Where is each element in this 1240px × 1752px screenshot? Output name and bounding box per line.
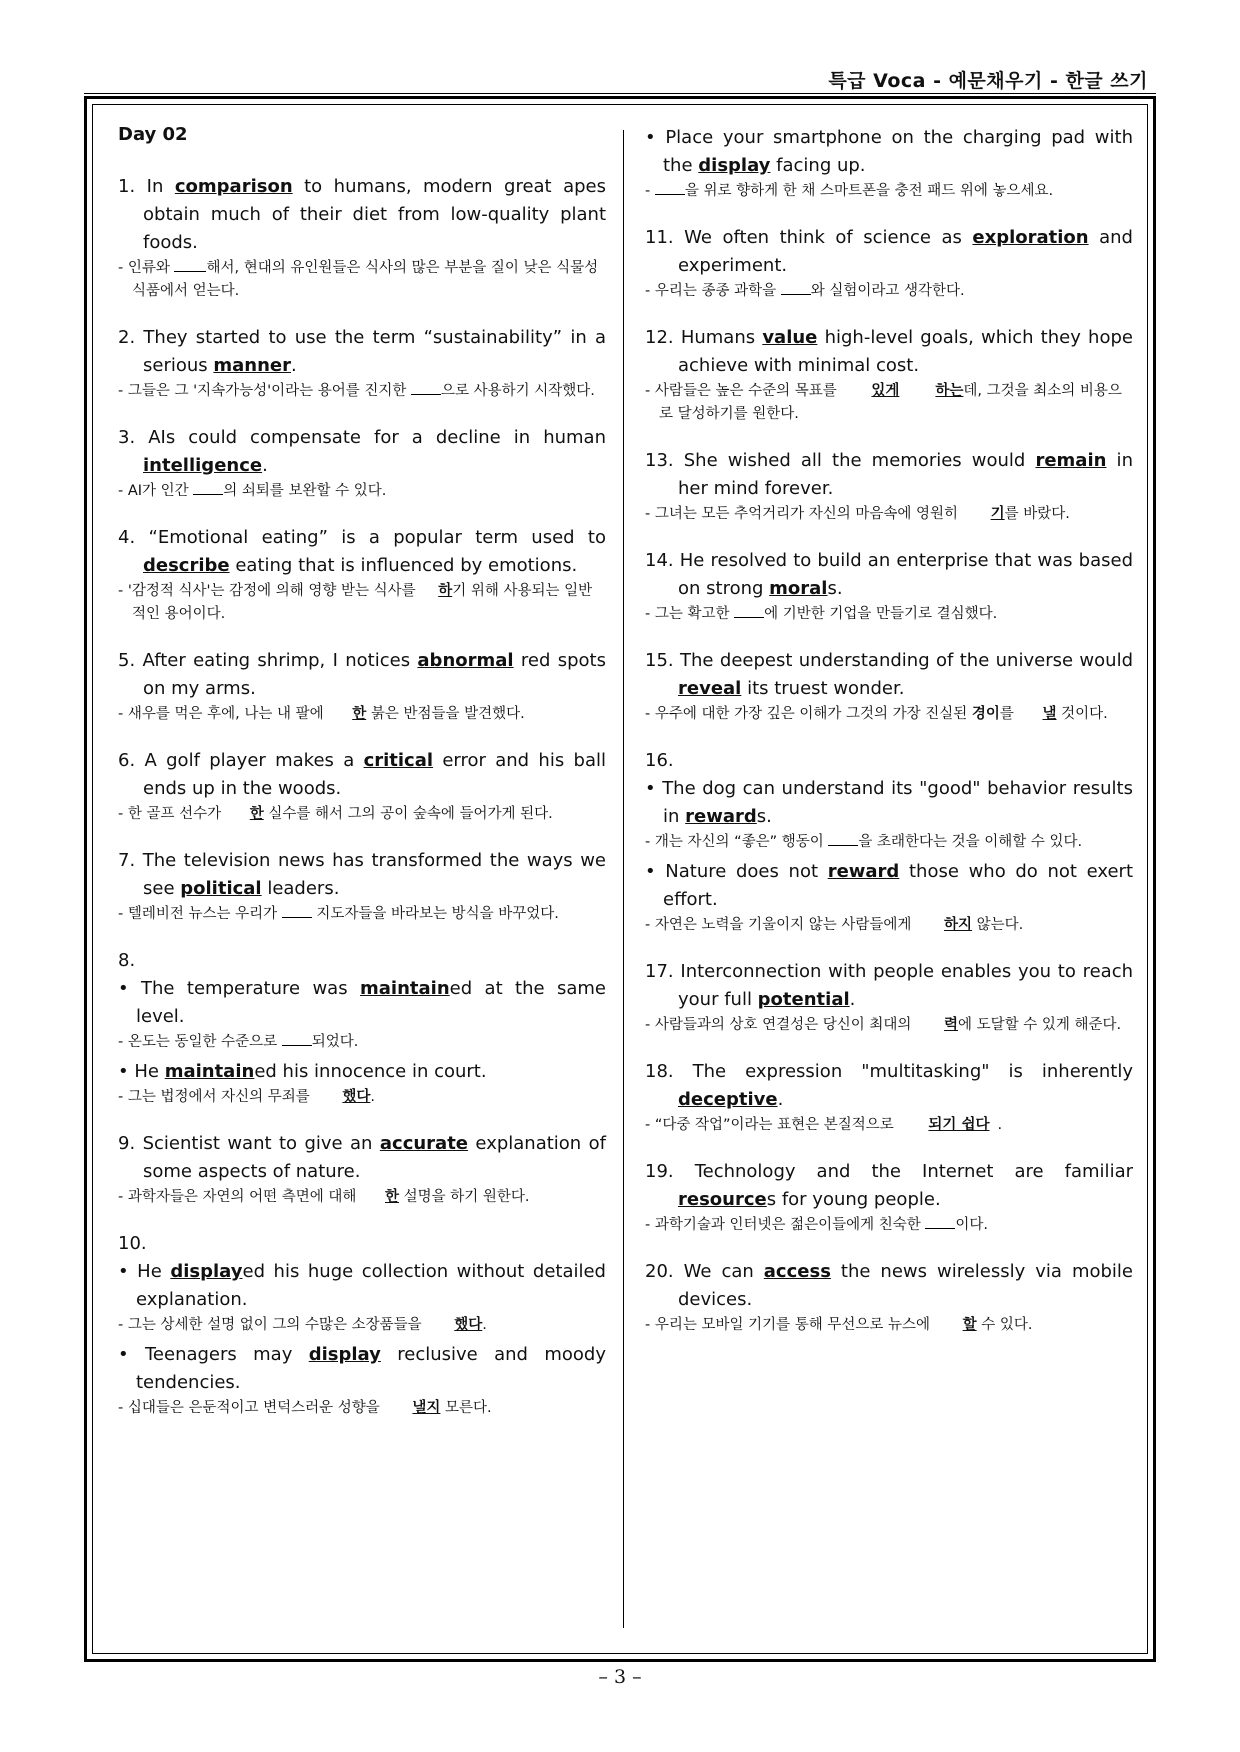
item-sentence	[645, 324, 1133, 380]
translation-text: 해서, 현대의 유인원들은 식사의 많은 부분을 질이 낮은 식물성 식품에서 얻는다.	[132, 260, 599, 299]
keyword: maintain	[164, 1061, 255, 1082]
item-sentence	[645, 224, 1133, 280]
item-number: 9.	[118, 1133, 136, 1154]
blank	[282, 903, 312, 918]
translation-text: - 온도는 동일한 수준으로	[118, 1034, 282, 1050]
sentence-text: We can	[683, 1261, 764, 1282]
sentence-text: He	[137, 1261, 171, 1282]
korean-translation	[645, 831, 1133, 854]
keyword: display	[170, 1261, 243, 1282]
korean-translation	[118, 803, 606, 826]
korean-translation	[645, 1214, 1133, 1237]
item-number: 5.	[118, 650, 136, 671]
sentence-text: Humans	[680, 327, 763, 348]
item-sentence	[645, 547, 1133, 603]
item-19	[645, 1158, 1133, 1237]
sentence-text: error and his ball ends up in the woods.	[143, 750, 606, 799]
translation-text: .	[482, 1317, 487, 1333]
translation-bold: 경이	[971, 706, 1000, 722]
blank	[655, 180, 685, 195]
sentence-text: reclusive and moody tendencies.	[136, 1344, 606, 1393]
item-13	[645, 447, 1133, 526]
sentence-text: s.	[827, 578, 843, 599]
korean-translation	[645, 180, 1133, 203]
item-16	[645, 747, 1133, 937]
keyword: display	[698, 155, 771, 176]
item-number: 16.	[645, 750, 674, 771]
item-number: 14.	[645, 550, 674, 571]
blank	[734, 603, 764, 618]
sentence-text: The television news has transformed the ways we see	[142, 850, 606, 899]
translation-text: 을 초래한다는 것을 이해할 수 있다.	[858, 834, 1083, 850]
item-number: 4.	[118, 527, 136, 548]
keyword: display	[308, 1344, 381, 1365]
item-number: 20.	[645, 1261, 674, 1282]
sentence-text: Scientist want to give an	[142, 1133, 380, 1154]
bullet-sentence: • He maintained his innocence in court.	[118, 1061, 487, 1082]
sentence-text: The deepest understanding of the universe would	[680, 650, 1133, 671]
answer-fill: 있게	[871, 383, 900, 399]
item-sentence	[118, 324, 606, 380]
sentence-text: and experiment.	[678, 227, 1133, 276]
item-sentence	[118, 747, 606, 803]
item-number: 12.	[645, 327, 674, 348]
translation-text: 않는다.	[972, 917, 1024, 933]
answer-fill: 했다	[454, 1317, 483, 1333]
translation-text: 를 바랐다.	[1004, 506, 1070, 522]
translation-text: - 그는 법정에서 자신의 무죄를	[118, 1089, 315, 1105]
sentence-text: leaders.	[261, 878, 340, 899]
item-sentence	[118, 1130, 606, 1186]
blank	[174, 257, 206, 272]
blank	[925, 1214, 955, 1229]
sentence-text: those who do not exert effort.	[663, 861, 1133, 910]
sentence-text: Teenagers may	[144, 1344, 309, 1365]
translation-text: 것이다.	[1056, 706, 1108, 722]
keyword: exploration	[972, 227, 1089, 248]
translation-text: 붉은 반점들을 발견했다.	[366, 706, 525, 722]
answer-fill: 낼지	[412, 1400, 441, 1416]
translation-text: - 십대들은 은둔적이고 변덕스러운 성향을	[118, 1400, 385, 1416]
keyword: reward	[827, 861, 900, 882]
translation-text: - AI가 인간	[118, 483, 194, 499]
header-rule	[84, 93, 1156, 94]
item-20	[645, 1258, 1133, 1337]
translation-text: 실수를 해서 그의 공이 숲속에 들어가게 된다.	[263, 806, 553, 822]
translation-text: 설명을 하기 원한다.	[399, 1189, 530, 1205]
sentence-text: In	[146, 176, 175, 197]
translation-text: 데, 그것을 최소의 비용으로 달성하기를 원한다.	[659, 383, 1122, 422]
korean-translation	[118, 480, 606, 503]
keyword: reveal	[678, 678, 742, 699]
sentence-text: .	[849, 989, 856, 1010]
translation-text: 지도자들을 바라보는 방식을 바꾸었다.	[311, 906, 559, 922]
item-8	[118, 947, 606, 1109]
translation-text: - 그는 상세한 설명 없이 그의 수많은 소장품들을	[118, 1317, 427, 1333]
translation-text: 수 있다.	[976, 1317, 1033, 1333]
sentence-text: AIs could compensate for a decline in human	[148, 427, 606, 448]
item-number: 10.	[118, 1233, 147, 1254]
korean-translation	[645, 280, 1133, 303]
page-number: – 3 –	[598, 1666, 642, 1688]
korean-translation	[645, 1014, 1133, 1037]
sentence-text: Place your smartphone on the charging pad with the	[663, 127, 1133, 176]
korean-translation	[118, 1186, 606, 1209]
translation-text: - 인류와	[118, 260, 175, 276]
sentence-text: ed his huge collection without detailed explanation.	[136, 1261, 606, 1310]
keyword: remain	[1035, 450, 1107, 471]
item-18	[645, 1058, 1133, 1137]
translation-text: - 우리는 모바일 기기를 통해 무선으로 뉴스에	[645, 1317, 935, 1333]
answer-fill: 했다	[342, 1089, 371, 1105]
item-14	[645, 547, 1133, 626]
answer-fill: 한	[352, 706, 367, 722]
sentence-text: .	[291, 355, 297, 376]
sentence-text: .	[777, 1089, 784, 1110]
blank	[781, 280, 811, 295]
korean-translation	[645, 1114, 1133, 1137]
sentence-text: “Emotional eating” is a popular term used to	[148, 527, 606, 548]
translation-text: - '감정적 식사'는 감정에 의해 영향 받는 식사를	[118, 583, 421, 599]
item-sentence	[645, 447, 1133, 503]
sentence-text: the news wirelessly via mobile devices.	[678, 1261, 1133, 1310]
translation-text: - 우주에 대한 가장 깊은 이해가 그것의 가장 진실된	[645, 706, 972, 722]
item-10-continued	[645, 124, 1133, 203]
translation-text: 의 쇠퇴를 보완할 수 있다.	[223, 483, 387, 499]
sentence-text: After eating shrimp, I notices	[142, 650, 418, 671]
sentence-text: .	[262, 455, 268, 476]
sentence-text: ed at the same level.	[136, 978, 607, 1027]
item-sentence	[645, 958, 1133, 1014]
item-3	[118, 424, 606, 503]
item-5	[118, 647, 606, 726]
sentence-text: The expression "multitasking" is inherently	[692, 1061, 1133, 1082]
keyword: manner	[213, 355, 291, 376]
keyword: value	[762, 327, 818, 348]
left-column	[118, 124, 606, 1441]
sentence-text: He	[134, 1061, 165, 1082]
sentence-text: its truest wonder.	[741, 678, 905, 699]
item-number: 17.	[645, 961, 674, 982]
item-sentence	[118, 173, 606, 257]
translation-text: 와 실험이라고 생각한다.	[810, 283, 965, 299]
blank	[193, 480, 223, 495]
right-column	[645, 124, 1133, 1358]
keyword: critical	[363, 750, 434, 771]
keyword: moral	[769, 578, 828, 599]
item-sentence	[118, 647, 606, 703]
translation-text: - 사람들과의 상호 연결성은 당신이 최대의	[645, 1017, 917, 1033]
korean-translation	[118, 703, 606, 726]
translation-text: 를	[999, 706, 1019, 722]
bullet-sentence: • Teenagers may display reclusive and moody tendencies.	[118, 1344, 606, 1393]
answer-fill: 할	[962, 1317, 977, 1333]
item-7	[118, 847, 606, 926]
sentence-text: explanation of some aspects of nature.	[143, 1133, 606, 1182]
item-sentence	[645, 1258, 1133, 1314]
bullet-sentence: • Nature does not reward those who do not exert effort.	[645, 861, 1133, 910]
translation-text: - 우리는 종종 과학을	[645, 283, 781, 299]
translation-text: - 사람들은 높은 수준의 목표를	[645, 383, 842, 399]
answer-fill: 한	[249, 806, 264, 822]
item-number: 3.	[118, 427, 136, 448]
translation-text: - 과학자들은 자연의 어떤 측면에 대해	[118, 1189, 361, 1205]
translation-text: - 그들은 그 '지속가능성'이라는 용어를 진지한	[118, 383, 411, 399]
sentence-text: in her mind forever.	[678, 450, 1133, 499]
translation-text: - 과학기술과 인터넷은 젊은이들에게 친숙한	[645, 1217, 926, 1233]
korean-translation	[118, 1086, 606, 1109]
keyword: maintain	[360, 978, 450, 999]
translation-text: - 새우를 먹은 후에, 나는 내 팔에	[118, 706, 329, 722]
item-sentence	[645, 1058, 1133, 1114]
sentence-text: Nature does not	[665, 861, 828, 882]
answer-fill: 하	[438, 583, 453, 599]
answer-fill: 되기 쉽다	[928, 1117, 990, 1133]
blank	[828, 831, 858, 846]
bullet-sentence: • The temperature was maintained at the same level.	[118, 978, 607, 1027]
translation-text: - 그녀는 모든 추억거리가 자신의 마음속에 영원히	[645, 506, 963, 522]
keyword: reward	[685, 806, 757, 827]
item-number: 1.	[118, 176, 136, 197]
answer-fill: 하지	[944, 917, 973, 933]
korean-translation	[118, 580, 606, 626]
item-15	[645, 647, 1133, 726]
item-sentence	[118, 847, 606, 903]
translation-text: 모른다.	[440, 1400, 492, 1416]
item-17	[645, 958, 1133, 1037]
sentence-text: eating that is influenced by emotions.	[229, 555, 578, 576]
korean-translation	[118, 1314, 606, 1337]
translation-text: .	[370, 1089, 375, 1105]
korean-translation	[645, 914, 1133, 937]
item-number: 11.	[645, 227, 674, 248]
translation-text: 되었다.	[311, 1034, 359, 1050]
korean-translation	[118, 257, 606, 303]
item-number: 7.	[118, 850, 136, 871]
item-6	[118, 747, 606, 826]
keyword: access	[763, 1261, 831, 1282]
korean-translation	[118, 1031, 606, 1054]
translation-text: - 자연은 노력을 기울이지 않는 사람들에게	[645, 917, 917, 933]
item-number: 8.	[118, 950, 136, 971]
item-number: 2.	[118, 327, 136, 348]
keyword: describe	[143, 555, 230, 576]
item-sentence	[118, 524, 606, 580]
item-10	[118, 1230, 606, 1420]
korean-translation	[645, 703, 1133, 726]
item-sentence	[645, 1158, 1133, 1214]
page-header-title: 특급 Voca - 예문채우기 - 한글 쓰기	[828, 70, 1148, 92]
translation-text: 으로 사용하기 시작했다.	[440, 383, 595, 399]
answer-fill: 력	[944, 1017, 959, 1033]
column-divider	[623, 130, 624, 1628]
bullet-sentence: • He displayed his huge collection without detailed explanation.	[118, 1261, 606, 1310]
sentence-text: to humans, modern great apes obtain much of their diet from low-quality plant foods.	[143, 176, 606, 253]
item-1	[118, 173, 606, 303]
item-number: 18.	[645, 1061, 674, 1082]
korean-translation	[645, 603, 1133, 626]
item-9	[118, 1130, 606, 1209]
sentence-text: high-level goals, which they hope achieve with minimal cost.	[678, 327, 1133, 376]
sentence-text: red spots on my arms.	[143, 650, 606, 699]
answer-fill: 하는	[935, 383, 964, 399]
item-12	[645, 324, 1133, 426]
sentence-text: We often think of science as	[684, 227, 973, 248]
keyword: accurate	[379, 1133, 469, 1154]
sentence-text: Interconnection with people enables you to reach your full	[678, 961, 1133, 1010]
korean-translation	[118, 1397, 606, 1420]
translation-text: 을 위로 향하게 한 채 스마트폰을 충전 패드 위에 놓으세요.	[684, 183, 1054, 199]
translation-text: 기 위해 사용되는 일반적인 용어이다.	[132, 583, 593, 622]
keyword: political	[180, 878, 262, 899]
item-11	[645, 224, 1133, 303]
answer-fill: 낼	[1042, 706, 1057, 722]
korean-translation	[645, 380, 1133, 426]
bullet-sentence: • Place your smartphone on the charging pad with the display facing up.	[645, 127, 1133, 176]
korean-translation	[118, 903, 606, 926]
keyword: intelligence	[143, 455, 263, 476]
translation-text: - 텔레비전 뉴스는 우리가	[118, 906, 282, 922]
sentence-text: facing up.	[770, 155, 866, 176]
korean-translation	[645, 1314, 1133, 1337]
item-2	[118, 324, 606, 403]
item-number: 6.	[118, 750, 136, 771]
item-number: 19.	[645, 1161, 674, 1182]
korean-translation	[118, 380, 606, 403]
blank	[411, 380, 441, 395]
sentence-text: The temperature was	[141, 978, 361, 999]
keyword: resource	[678, 1189, 767, 1210]
translation-text: - 한 골프 선수가	[118, 806, 226, 822]
translation-text: 에 도달할 수 있게 해준다.	[958, 1017, 1122, 1033]
day-title: Day 02	[118, 124, 188, 145]
sentence-text: He resolved to build an enterprise that was based on strong	[678, 550, 1133, 599]
translation-text: -	[645, 183, 655, 199]
keyword: deceptive	[678, 1089, 778, 1110]
translation-text: - 개는 자신의 “좋은” 행동이	[645, 834, 829, 850]
keyword: abnormal	[417, 650, 514, 671]
translation-text: 이다.	[955, 1217, 989, 1233]
keyword: potential	[757, 989, 850, 1010]
item-number: 15.	[645, 650, 674, 671]
blank	[282, 1031, 312, 1046]
keyword: comparison	[174, 176, 293, 197]
item-number: 13.	[645, 450, 674, 471]
sentence-text: A golf player makes a	[144, 750, 364, 771]
translation-text: .	[997, 1117, 1003, 1133]
sentence-text: She wished all the memories would	[683, 450, 1036, 471]
korean-translation	[645, 503, 1133, 526]
item-sentence	[118, 424, 606, 480]
answer-fill: 기	[990, 506, 1005, 522]
translation-text: - “다중 작업”이라는 표현은 본질적으로	[645, 1117, 899, 1133]
item-sentence	[645, 647, 1133, 703]
sentence-text: Technology and the Internet are familiar	[694, 1161, 1133, 1182]
translation-text: 에 기반한 기업을 만들기로 결심했다.	[764, 606, 998, 622]
sentence-text: s.	[756, 806, 772, 827]
translation-text: - 그는 확고한	[645, 606, 735, 622]
item-4	[118, 524, 606, 626]
answer-fill: 한	[385, 1189, 400, 1205]
sentence-text: They started to use the term “sustainability” in a serious	[143, 327, 606, 376]
sentence-text: The dog can understand its "good" behavior results in	[662, 778, 1133, 827]
bullet-sentence: • The dog can understand its "good" behavior results in rewards.	[645, 778, 1133, 827]
sentence-text: ed his innocence in court.	[254, 1061, 487, 1082]
sentence-text: s for young people.	[766, 1189, 941, 1210]
